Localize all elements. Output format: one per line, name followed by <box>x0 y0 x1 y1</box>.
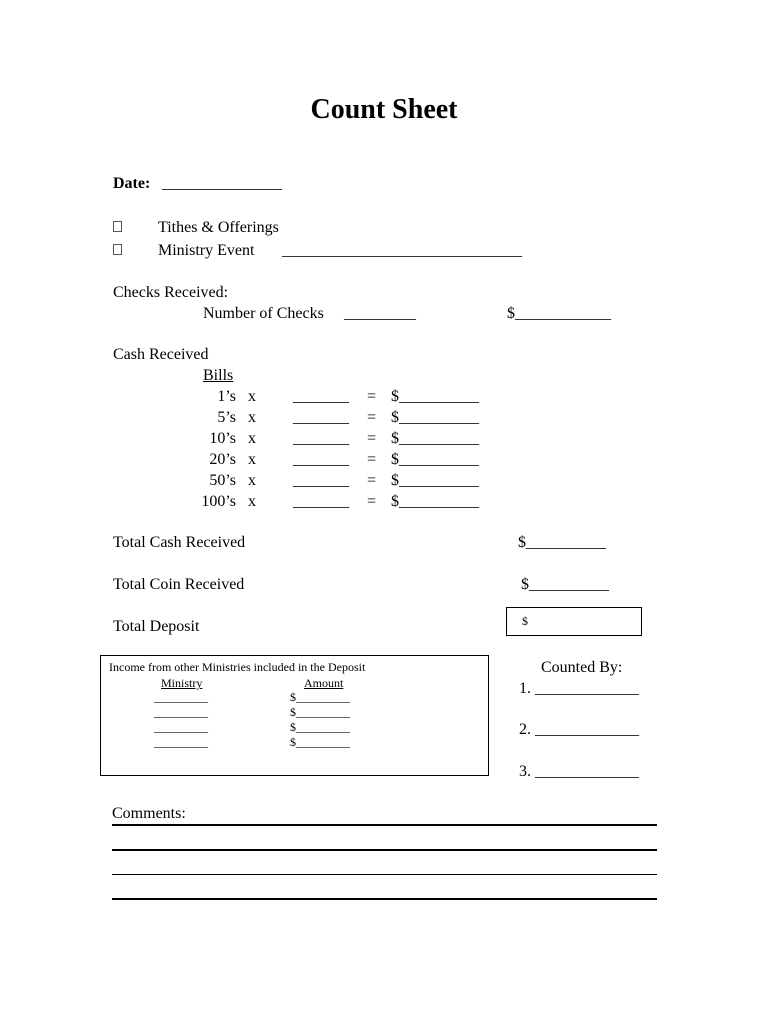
total-deposit-box[interactable] <box>506 607 642 636</box>
equals-sign: = <box>367 451 377 468</box>
counter-3-field[interactable]: 3. _____________ <box>519 763 639 780</box>
number-of-checks-label: Number of Checks <box>203 305 324 322</box>
total-coin-field[interactable]: $__________ <box>521 576 609 593</box>
number-of-checks-field[interactable]: _________ <box>344 305 416 322</box>
bill-denomination: 100’s <box>201 493 236 510</box>
bill-count-field[interactable]: _______ <box>293 430 349 447</box>
other-income-box <box>100 655 489 776</box>
bill-denomination: 20’s <box>209 451 236 468</box>
ministry-name-field[interactable]: _________ <box>154 735 208 749</box>
comment-line[interactable] <box>112 824 657 826</box>
tithes-label: Tithes & Offerings <box>158 219 279 236</box>
ministry-event-checkbox[interactable] <box>113 244 122 255</box>
comment-line[interactable] <box>112 849 657 851</box>
bill-denomination: 1’s <box>217 388 236 405</box>
page-title: Count Sheet <box>310 94 458 125</box>
date-label: Date: <box>113 175 151 192</box>
comments-label: Comments: <box>112 805 186 822</box>
bill-amount-field[interactable]: $__________ <box>391 493 479 510</box>
bill-amount-field[interactable]: $__________ <box>391 409 479 426</box>
cash-heading: Cash Received <box>113 346 209 363</box>
multiply-sign: x <box>248 472 256 489</box>
ministry-name-field[interactable]: _________ <box>154 705 208 719</box>
bill-count-field[interactable]: _______ <box>293 472 349 489</box>
ministry-amount-field[interactable]: $_________ <box>290 720 350 734</box>
ministry-name-field[interactable]: _________ <box>154 720 208 734</box>
checks-heading: Checks Received: <box>113 284 229 301</box>
bill-denomination: 50’s <box>209 472 236 489</box>
ministry-name-field[interactable]: _________ <box>154 690 208 704</box>
total-deposit-value: $ <box>522 614 528 628</box>
counted-by-heading: Counted By: <box>541 659 623 676</box>
bill-count-field[interactable]: _______ <box>293 493 349 510</box>
ministry-column-header: Ministry <box>161 676 203 690</box>
total-coin-label: Total Coin Received <box>113 576 245 593</box>
equals-sign: = <box>367 409 377 426</box>
counter-2-field[interactable]: 2. _____________ <box>519 721 639 738</box>
bills-label: Bills <box>203 367 234 384</box>
bill-denomination: 10’s <box>209 430 236 447</box>
ministry-amount-field[interactable]: $_________ <box>290 705 350 719</box>
other-income-heading: Income from other Ministries included in the Deposit <box>109 660 366 674</box>
amount-column-header: Amount <box>304 676 344 690</box>
multiply-sign: x <box>248 430 256 447</box>
multiply-sign: x <box>248 451 256 468</box>
bill-denomination: 5’s <box>217 409 236 426</box>
comment-line[interactable] <box>112 874 657 875</box>
ministry-amount-field[interactable]: $_________ <box>290 735 350 749</box>
bill-amount-field[interactable]: $__________ <box>391 388 479 405</box>
tithes-checkbox[interactable] <box>113 221 122 232</box>
bill-amount-field[interactable]: $__________ <box>391 451 479 468</box>
multiply-sign: x <box>248 493 256 510</box>
checks-amount-field[interactable]: $____________ <box>507 305 611 322</box>
counter-1-field[interactable]: 1. _____________ <box>519 680 639 697</box>
ministry-event-field[interactable]: ______________________________ <box>282 242 522 259</box>
equals-sign: = <box>367 472 377 489</box>
ministry-amount-field[interactable]: $_________ <box>290 690 350 704</box>
total-cash-label: Total Cash Received <box>113 534 246 551</box>
equals-sign: = <box>367 388 377 405</box>
multiply-sign: x <box>248 388 256 405</box>
equals-sign: = <box>367 493 377 510</box>
equals-sign: = <box>367 430 377 447</box>
ministry-event-label: Ministry Event <box>158 242 255 259</box>
bill-count-field[interactable]: _______ <box>293 451 349 468</box>
total-deposit-label: Total Deposit <box>113 618 200 635</box>
multiply-sign: x <box>248 409 256 426</box>
bill-amount-field[interactable]: $__________ <box>391 430 479 447</box>
bill-amount-field[interactable]: $__________ <box>391 472 479 489</box>
bill-count-field[interactable]: _______ <box>293 409 349 426</box>
bill-count-field[interactable]: _______ <box>293 388 349 405</box>
comment-line[interactable] <box>112 898 657 900</box>
date-field[interactable]: _______________ <box>162 175 282 192</box>
total-cash-field[interactable]: $__________ <box>518 534 606 551</box>
